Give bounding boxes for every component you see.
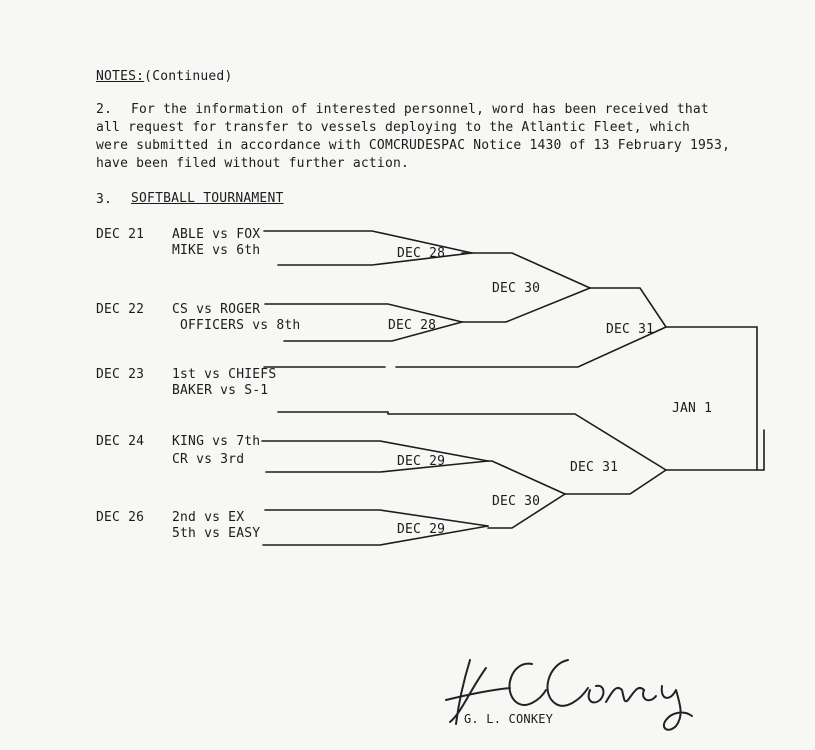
signer-name: G. L. CONKEY xyxy=(464,712,554,726)
game-able-fox: ABLE vs FOX xyxy=(172,227,261,242)
round2-label-1: DEC 28 xyxy=(397,246,446,261)
date-dec-21: DEC 21 xyxy=(96,227,145,242)
item-3-number: 3. xyxy=(96,192,113,207)
date-dec-24: DEC 24 xyxy=(96,434,145,449)
round4-label-1: DEC 31 xyxy=(606,322,655,337)
game-5th-easy: 5th vs EASY xyxy=(172,526,261,541)
game-mike-6th: MIKE vs 6th xyxy=(172,243,261,258)
date-dec-23: DEC 23 xyxy=(96,367,145,382)
round2-label-3: DEC 29 xyxy=(397,454,446,469)
game-cr-3rd: CR vs 3rd xyxy=(172,452,245,467)
date-dec-26: DEC 26 xyxy=(96,510,145,525)
round3-label-2: DEC 30 xyxy=(492,494,541,509)
item-2-line-4: have been filed without further action. xyxy=(96,156,410,171)
round2-label-2: DEC 28 xyxy=(388,318,437,333)
notes-heading: NOTES: xyxy=(96,69,145,84)
game-cs-roger: CS vs ROGER xyxy=(172,302,261,317)
final-label: JAN 1 xyxy=(672,401,713,416)
item-2-line-2: all request for transfer to vessels deploying to the Atlantic Fleet, which xyxy=(96,120,690,135)
round4-label-2: DEC 31 xyxy=(570,460,619,475)
item-2-line-1: For the information of interested personnel, word has been received that xyxy=(131,102,709,117)
game-1st-chiefs: 1st vs CHIEFS xyxy=(172,367,277,382)
game-baker-s1: BAKER vs S-1 xyxy=(172,383,269,398)
game-officers-8th: OFFICERS vs 8th xyxy=(180,318,301,333)
item-3-title: SOFTBALL TOURNAMENT xyxy=(131,191,284,206)
game-2nd-ex: 2nd vs EX xyxy=(172,510,245,525)
round2-label-4: DEC 29 xyxy=(397,522,446,537)
date-dec-22: DEC 22 xyxy=(96,302,145,317)
round3-label-1: DEC 30 xyxy=(492,281,541,296)
game-king-7th: KING vs 7th xyxy=(172,434,261,449)
notes-continued: (Continued) xyxy=(144,69,233,84)
item-2-line-3: were submitted in accordance with COMCRUDESPAC Notice 1430 of 13 February 1953, xyxy=(96,138,731,153)
item-2-number: 2. xyxy=(96,102,113,117)
